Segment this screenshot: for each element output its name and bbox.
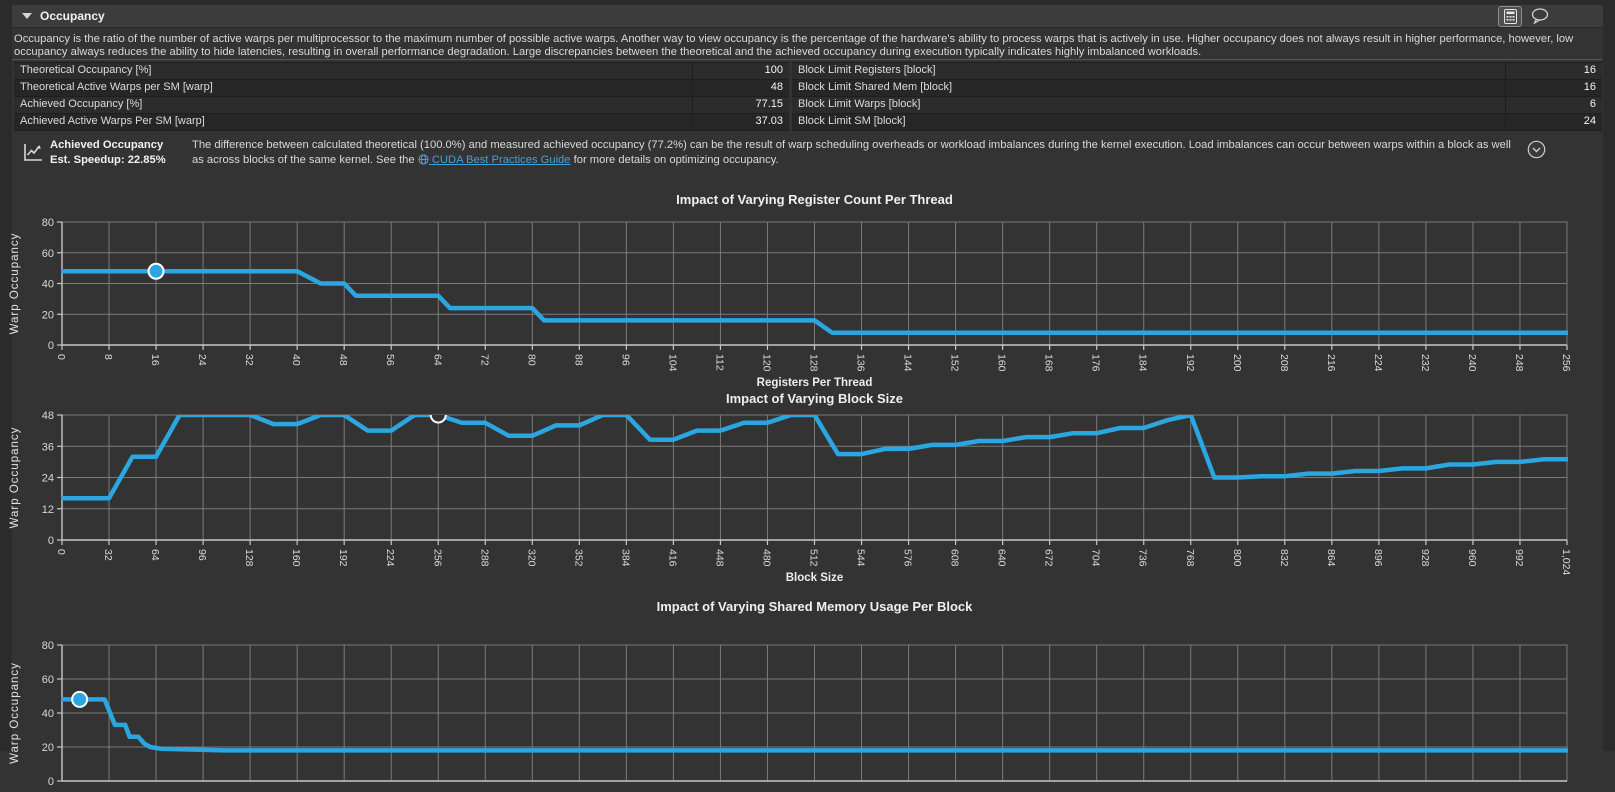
svg-text:60: 60: [41, 247, 54, 260]
separator: [12, 59, 1602, 60]
svg-text:40: 40: [41, 278, 54, 291]
svg-text:Warp Occupancy: Warp Occupancy: [9, 662, 21, 764]
svg-text:832: 832: [1277, 549, 1290, 567]
svg-text:80: 80: [41, 217, 54, 229]
stat-value: 77.15: [755, 98, 783, 110]
svg-text:704: 704: [1089, 549, 1102, 567]
svg-text:12: 12: [41, 503, 54, 516]
svg-text:8: 8: [102, 354, 115, 360]
chart-title-registers: Impact of Varying Register Count Per Thread: [676, 192, 953, 207]
stat-value: 16: [1583, 64, 1596, 76]
svg-text:56: 56: [384, 354, 397, 366]
stats-row: [14, 114, 789, 131]
svg-text:192: 192: [1183, 354, 1196, 372]
svg-text:864: 864: [1324, 549, 1337, 567]
svg-text:992: 992: [1512, 549, 1525, 567]
svg-text:544: 544: [854, 549, 867, 567]
chart-title-sharedmem: Impact of Varying Shared Memory Usage Per Block: [656, 599, 973, 614]
stat-value: 100: [764, 64, 783, 76]
stats-table-right: [792, 62, 1602, 131]
svg-text:96: 96: [196, 549, 209, 561]
svg-text:128: 128: [243, 549, 256, 567]
svg-text:128: 128: [807, 354, 820, 372]
svg-text:64: 64: [149, 549, 162, 561]
svg-text:32: 32: [102, 549, 115, 561]
stats-row: [792, 80, 1602, 97]
svg-text:176: 176: [1089, 354, 1102, 372]
stats-table-left: [14, 62, 789, 131]
line-chart-icon: [22, 142, 44, 168]
chevron-down-circle-icon: [1527, 140, 1546, 159]
svg-text:960: 960: [1465, 549, 1478, 567]
svg-text:640: 640: [995, 549, 1008, 567]
svg-text:88: 88: [572, 354, 585, 366]
stats-row: [792, 63, 1602, 80]
cuda-best-practices-link[interactable]: [418, 154, 571, 166]
cuda-link-label: CUDA Best Practices Guide: [431, 154, 571, 166]
svg-text:152: 152: [948, 354, 961, 372]
svg-text:416: 416: [666, 549, 679, 567]
collapse-triangle-icon[interactable]: [22, 13, 32, 19]
stat-value: 6: [1589, 98, 1596, 110]
svg-text:448: 448: [713, 549, 726, 567]
stat-label: Block Limit Registers [block]: [792, 63, 1506, 79]
recommendation-text: [192, 138, 1512, 168]
current-value-marker: [149, 264, 164, 279]
stats-row: [14, 63, 789, 80]
svg-text:104: 104: [666, 354, 679, 372]
svg-text:144: 144: [901, 354, 914, 372]
comment-button[interactable]: [1529, 7, 1551, 26]
svg-text:112: 112: [713, 354, 726, 371]
occupancy-stats: [14, 62, 1602, 131]
svg-text:1,024: 1,024: [1560, 549, 1572, 576]
svg-text:16: 16: [149, 354, 162, 366]
svg-text:64: 64: [431, 354, 444, 366]
svg-text:24: 24: [196, 354, 209, 366]
svg-text:24: 24: [41, 472, 54, 485]
recommendation-title: Achieved Occupancy: [50, 139, 164, 151]
globe-icon: [418, 154, 429, 165]
svg-text:608: 608: [948, 549, 961, 567]
svg-text:Block Size: Block Size: [785, 572, 844, 584]
svg-text:120: 120: [760, 354, 773, 372]
svg-text:224: 224: [384, 549, 397, 567]
section-title: Occupancy: [40, 9, 105, 23]
svg-text:384: 384: [619, 549, 632, 567]
svg-text:72: 72: [478, 354, 491, 366]
svg-text:672: 672: [1042, 549, 1055, 567]
svg-text:0: 0: [47, 340, 54, 352]
svg-text:Registers Per Thread: Registers Per Thread: [756, 377, 873, 389]
svg-text:352: 352: [572, 549, 585, 567]
svg-text:800: 800: [1230, 549, 1243, 567]
svg-text:32: 32: [243, 354, 256, 366]
svg-text:192: 192: [337, 549, 350, 567]
svg-text:184: 184: [1136, 354, 1149, 372]
chart-block-size: [0, 408, 1615, 600]
svg-text:36: 36: [41, 441, 54, 454]
svg-text:40: 40: [290, 354, 303, 366]
speech-bubble-icon: [1531, 8, 1549, 24]
stats-row: [792, 97, 1602, 114]
recommendation-text-after: for more details on optimizing occupancy.: [570, 154, 779, 166]
svg-text:480: 480: [760, 549, 773, 567]
svg-text:256: 256: [431, 549, 444, 567]
svg-text:40: 40: [41, 708, 54, 720]
svg-text:928: 928: [1418, 549, 1431, 567]
svg-text:80: 80: [41, 640, 54, 652]
svg-text:248: 248: [1512, 354, 1525, 372]
recommendation-title-col: [50, 138, 192, 168]
stats-row: [14, 97, 789, 114]
svg-text:Warp Occupancy: Warp Occupancy: [9, 232, 21, 335]
svg-text:768: 768: [1183, 549, 1196, 567]
svg-text:576: 576: [901, 549, 914, 567]
svg-text:736: 736: [1136, 549, 1149, 567]
occupancy-description: Occupancy is the ratio of the number of active warps per multiprocessor to the maximum number of possible active warps. Another way to view occupancy is the percentage of the hardware's ability to process warps that is actively in use. Higher occupancy does not always result in higher performance, however, low occupancy always reduces the ability to hide latencies, resulting in overall performance degradation. Large discrepancies between the theoretical and the achieved occupancy during execution typically indicates highly imbalanced workloads.: [14, 33, 1574, 58]
svg-text:240: 240: [1465, 354, 1478, 372]
svg-text:0: 0: [47, 776, 54, 788]
stat-label: Block Limit Warps [block]: [792, 97, 1506, 113]
svg-text:96: 96: [619, 354, 632, 366]
svg-text:320: 320: [525, 549, 538, 567]
svg-text:168: 168: [1042, 354, 1055, 372]
svg-text:60: 60: [41, 674, 54, 686]
svg-text:288: 288: [478, 549, 491, 567]
occupancy-section-header: [12, 5, 1603, 28]
stat-value: 24: [1583, 115, 1596, 127]
svg-text:224: 224: [1371, 354, 1384, 372]
stats-row: [14, 80, 789, 97]
chart-shared-memory: [0, 632, 1615, 792]
svg-text:0: 0: [55, 354, 67, 360]
stat-value: 37.03: [755, 115, 783, 127]
svg-text:160: 160: [995, 354, 1008, 372]
svg-text:896: 896: [1371, 549, 1384, 567]
chart-registers-per-thread: [0, 210, 1615, 394]
stat-label: Theoretical Active Warps per SM [warp]: [14, 80, 693, 96]
svg-text:80: 80: [525, 354, 538, 366]
recommendation-speedup: Est. Speedup: 22.85%: [50, 154, 166, 166]
svg-text:256: 256: [1560, 354, 1572, 372]
calculator-icon: [1504, 9, 1517, 24]
stat-label: Achieved Active Warps Per SM [warp]: [14, 114, 693, 130]
svg-text:20: 20: [41, 309, 54, 322]
svg-text:160: 160: [290, 549, 303, 567]
occupancy-calculator-button[interactable]: [1498, 6, 1522, 27]
recommendation-text-before: The difference between calculated theoretical (100.0%) and measured achieved occupancy (77.2%) can be the result of warp scheduling overheads or workload imbalances during the kernel execution. Load imbalances can occur between warps within a block as well as across blocks of the same kernel. See the: [192, 139, 1511, 166]
recommendation-row: [14, 138, 1602, 168]
stat-value: 16: [1583, 81, 1596, 93]
svg-text:200: 200: [1230, 354, 1243, 372]
current-value-marker: [72, 692, 87, 707]
svg-text:48: 48: [337, 354, 350, 366]
stat-label: Theoretical Occupancy [%]: [14, 63, 693, 79]
svg-text:0: 0: [55, 549, 67, 555]
svg-text:Warp Occupancy: Warp Occupancy: [9, 426, 21, 529]
chart-title-blocksize: Impact of Varying Block Size: [726, 391, 903, 406]
stats-row: [792, 114, 1602, 131]
current-value-marker: [431, 408, 446, 423]
svg-text:216: 216: [1324, 354, 1337, 372]
stat-label: Block Limit SM [block]: [792, 114, 1506, 130]
svg-text:512: 512: [807, 549, 820, 567]
svg-text:232: 232: [1418, 354, 1431, 372]
stat-value: 48: [770, 81, 783, 93]
svg-text:48: 48: [41, 410, 54, 422]
svg-text:208: 208: [1277, 354, 1290, 372]
svg-text:20: 20: [41, 742, 54, 754]
stat-label: Achieved Occupancy [%]: [14, 97, 693, 113]
stat-label: Block Limit Shared Mem [block]: [792, 80, 1506, 96]
header-buttons: [1498, 6, 1603, 27]
collapse-recommendation-button[interactable]: [1527, 140, 1602, 168]
svg-text:0: 0: [47, 535, 54, 547]
svg-text:136: 136: [854, 354, 867, 372]
